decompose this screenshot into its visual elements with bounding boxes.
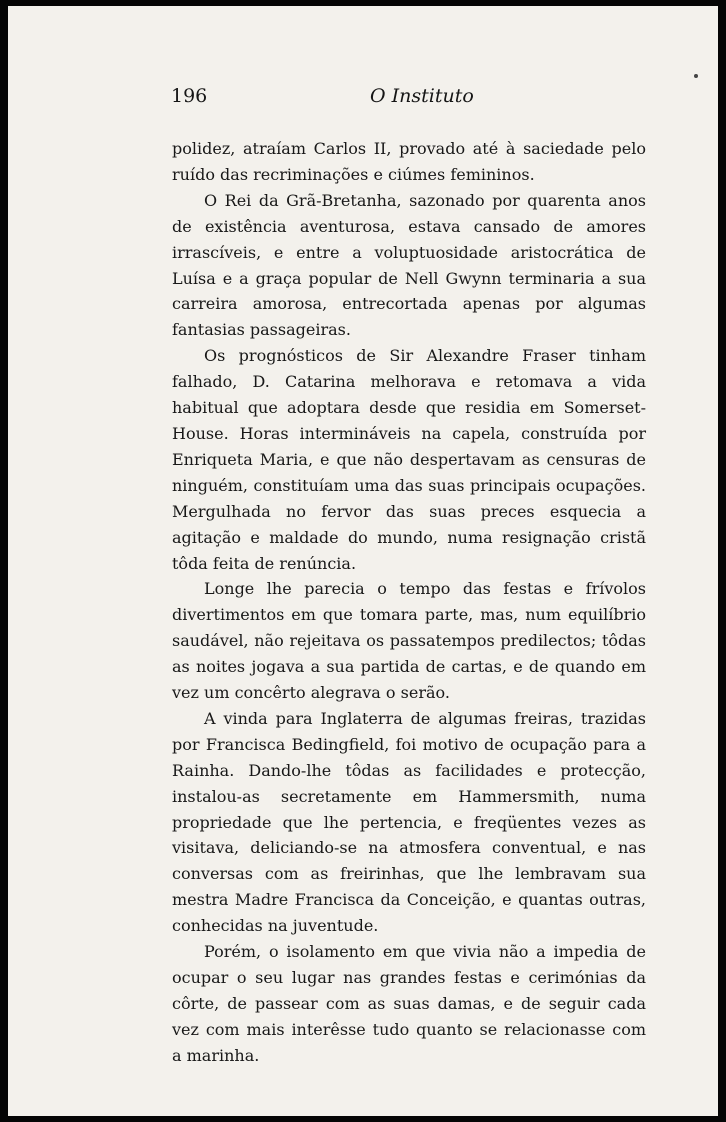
body-text [172,136,646,1069]
paragraph-continuation: polidez, atraíam Carlos II, provado até à saciedade pelo ruído das recriminações e ciúmes femininos. [172,139,646,184]
journal-title: O Instituto [370,85,474,107]
paragraph: A vinda para Inglaterra de algumas freiras, trazidas por Francisca Bedingfield, foi motivo de ocupação para a Rainha. Dando-lhe tôdas as facilidades e protecção, instalou-as secretamente em Hammersmith, numa propriedade que lhe pertencia, e freqüentes vezes as visitava, deliciando-se na atmosfera conventual, e nas conversas com as freirinhas, que lhe lembravam sua mestra Madre Francisca da Conceição, e quantas outras, conhecidas na juventude. [172,708,646,936]
paragraph: Longe lhe parecia o tempo das festas e frívolos divertimentos em que tomara parte, mas, num equilíbrio saudável, não rejeitava os passatempos predilectos; tôdas as noites jogava a sua partida de cartas, e de quando em vez um concêrto alegrava o serão. [172,579,646,703]
running-head [8,85,718,109]
page-number: 196 [171,85,208,107]
paragraph: O Rei da Grã-Bretanha, sazonado por quarenta anos de existência aventurosa, estava cansado de amores irrascíveis, e entre a voluptuosidade aristocrática de Luísa e a graça popular de Nell Gwynn terminaria a sua carreira amorosa, entrecortada apenas por algumas fantasias passageiras. [172,190,646,340]
book-page [8,6,718,1116]
paragraph: Porém, o isolamento em que vivia não a impedia de ocupar o seu lugar nas grandes festas e cerimónias da côrte, de passear com as suas damas, e de seguir cada vez com mais interêsse tudo quanto se relacionasse com a marinha. [172,942,646,1065]
paragraph: Os prognósticos de Sir Alexandre Fraser tinham falhado, D. Catarina melhorava e retomava a vida habitual que adoptara desde que residia em Somerset-House. Horas intermináveis na capela, construída por Enriqueta Maria, e que não despertavam as censuras de ninguém, constituíam uma das suas principais ocupações. Mergulhada no fervor das suas preces esquecia a agitação e maldade do mundo, numa resignação cristã tôda feita de renúncia. [172,346,646,573]
scan-speck [694,74,698,78]
